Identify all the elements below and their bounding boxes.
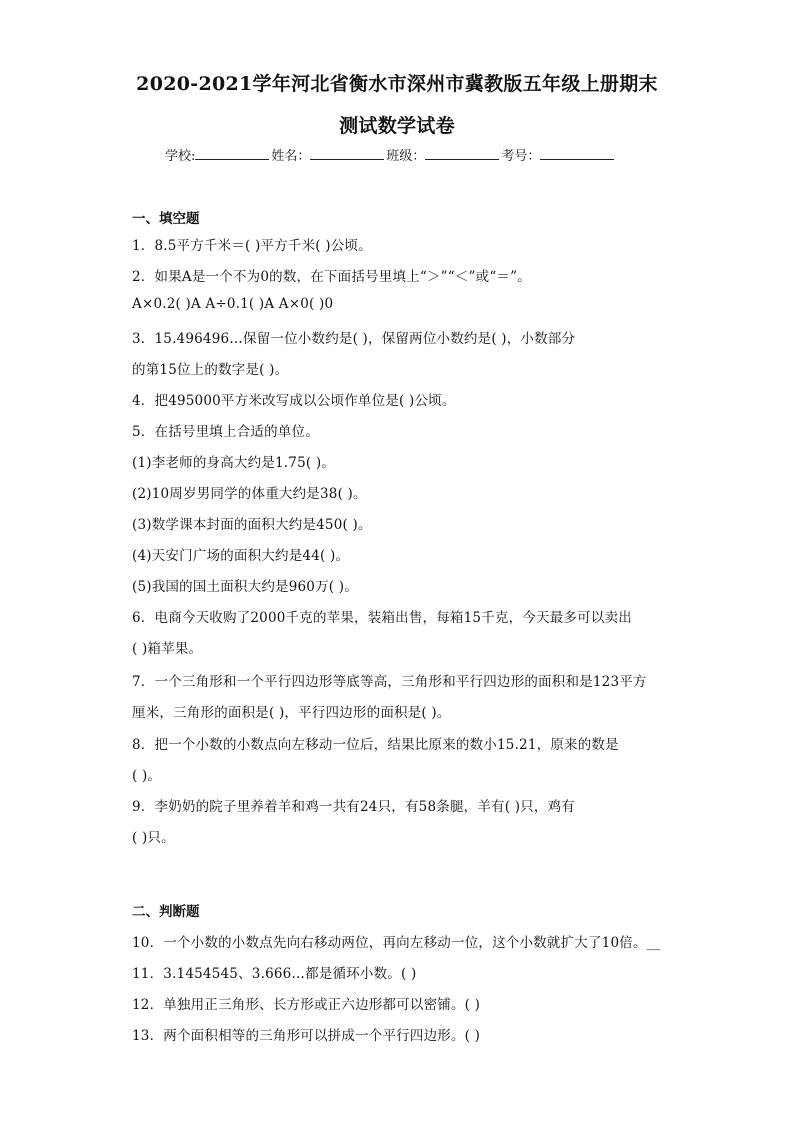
name-blank[interactable]: [310, 147, 384, 160]
question-line: 4．把495000平方米改写成以公顷作单位是( )公顷。: [132, 393, 456, 409]
exam-no-label: 考号：: [501, 149, 541, 164]
question-line: ( )。: [132, 768, 162, 784]
question-line: 10．一个小数的小数点先向右移动两位，再向左移动一位，这个小数就扩大了10倍。__: [132, 935, 661, 951]
question-line: 5．在括号里填上合适的单位。: [132, 424, 319, 440]
question-line: 7．一个三角形和一个平行四边形等底等高，三角形和平行四边形的面积和是123平方: [132, 674, 647, 690]
question-line: (3)数学课本封面的面积大约是450( )。: [132, 517, 372, 533]
question-line: 9．李奶奶的院子里养着羊和鸡一共有24只，有58条腿，羊有( )只，鸡有: [132, 799, 575, 815]
question-line: 3．15.496496…保留一位小数约是( )，保留两位小数约是( )，小数部分: [132, 331, 576, 347]
class-blank[interactable]: [425, 147, 499, 160]
question-line: 8．把一个小数的小数点向左移动一位后，结果比原来的数小15.21，原来的数是: [132, 737, 619, 753]
question-line: 12．单独用正三角形、长方形或正六边形都可以密铺。( ): [132, 997, 481, 1013]
school-blank[interactable]: [195, 147, 269, 160]
question-line: 6．电商今天收购了2000千克的苹果，装箱出售，每箱15千克，今天最多可以卖出: [132, 610, 632, 626]
question-line: 2．如果A是一个不为0的数，在下面括号里填上“＞”“＜”或“＝”。: [132, 269, 531, 285]
exam-title-line-1: 2020-2021学年河北省衡水市深州市冀教版五年级上册期末: [136, 73, 658, 95]
question-line: 的第15位上的数字是( )。: [132, 362, 289, 378]
question-line: ( )只。: [132, 830, 175, 846]
question-line: 厘米，三角形的面积是( )，平行四边形的面积是( )。: [132, 705, 451, 721]
school-label: 学校:: [165, 149, 196, 164]
question-line: A×0.2( )A A÷0.1( )A A×0( )0: [132, 296, 334, 312]
section-heading-judge: 二、判断题: [132, 904, 200, 920]
question-line: 11．3.1454545、3.666…都是循环小数。( ): [132, 966, 417, 982]
exam-title-line-2: 测试数学试卷: [339, 115, 455, 137]
exam-no-blank[interactable]: [540, 147, 614, 160]
student-info-row: [165, 145, 616, 164]
question-line: 1．8.5平方千米＝( )平方千米( )公顷。: [132, 238, 372, 254]
question-line: (2)10周岁男同学的体重大约是38( )。: [132, 486, 367, 502]
question-line: (5)我国的国土面积大约是960万( )。: [132, 579, 358, 595]
question-line: ( )箱苹果。: [132, 641, 203, 657]
section-heading-fill-in: 一、填空题: [132, 211, 200, 227]
name-label: 姓名：: [271, 149, 311, 164]
question-line: (1)李老师的身高大约是1.75( )。: [132, 455, 336, 471]
class-label: 班级：: [386, 149, 426, 164]
question-line: 13．两个面积相等的三角形可以拼成一个平行四边形。( ): [132, 1028, 481, 1044]
question-line: (4)天安门广场的面积大约是44( )。: [132, 548, 350, 564]
